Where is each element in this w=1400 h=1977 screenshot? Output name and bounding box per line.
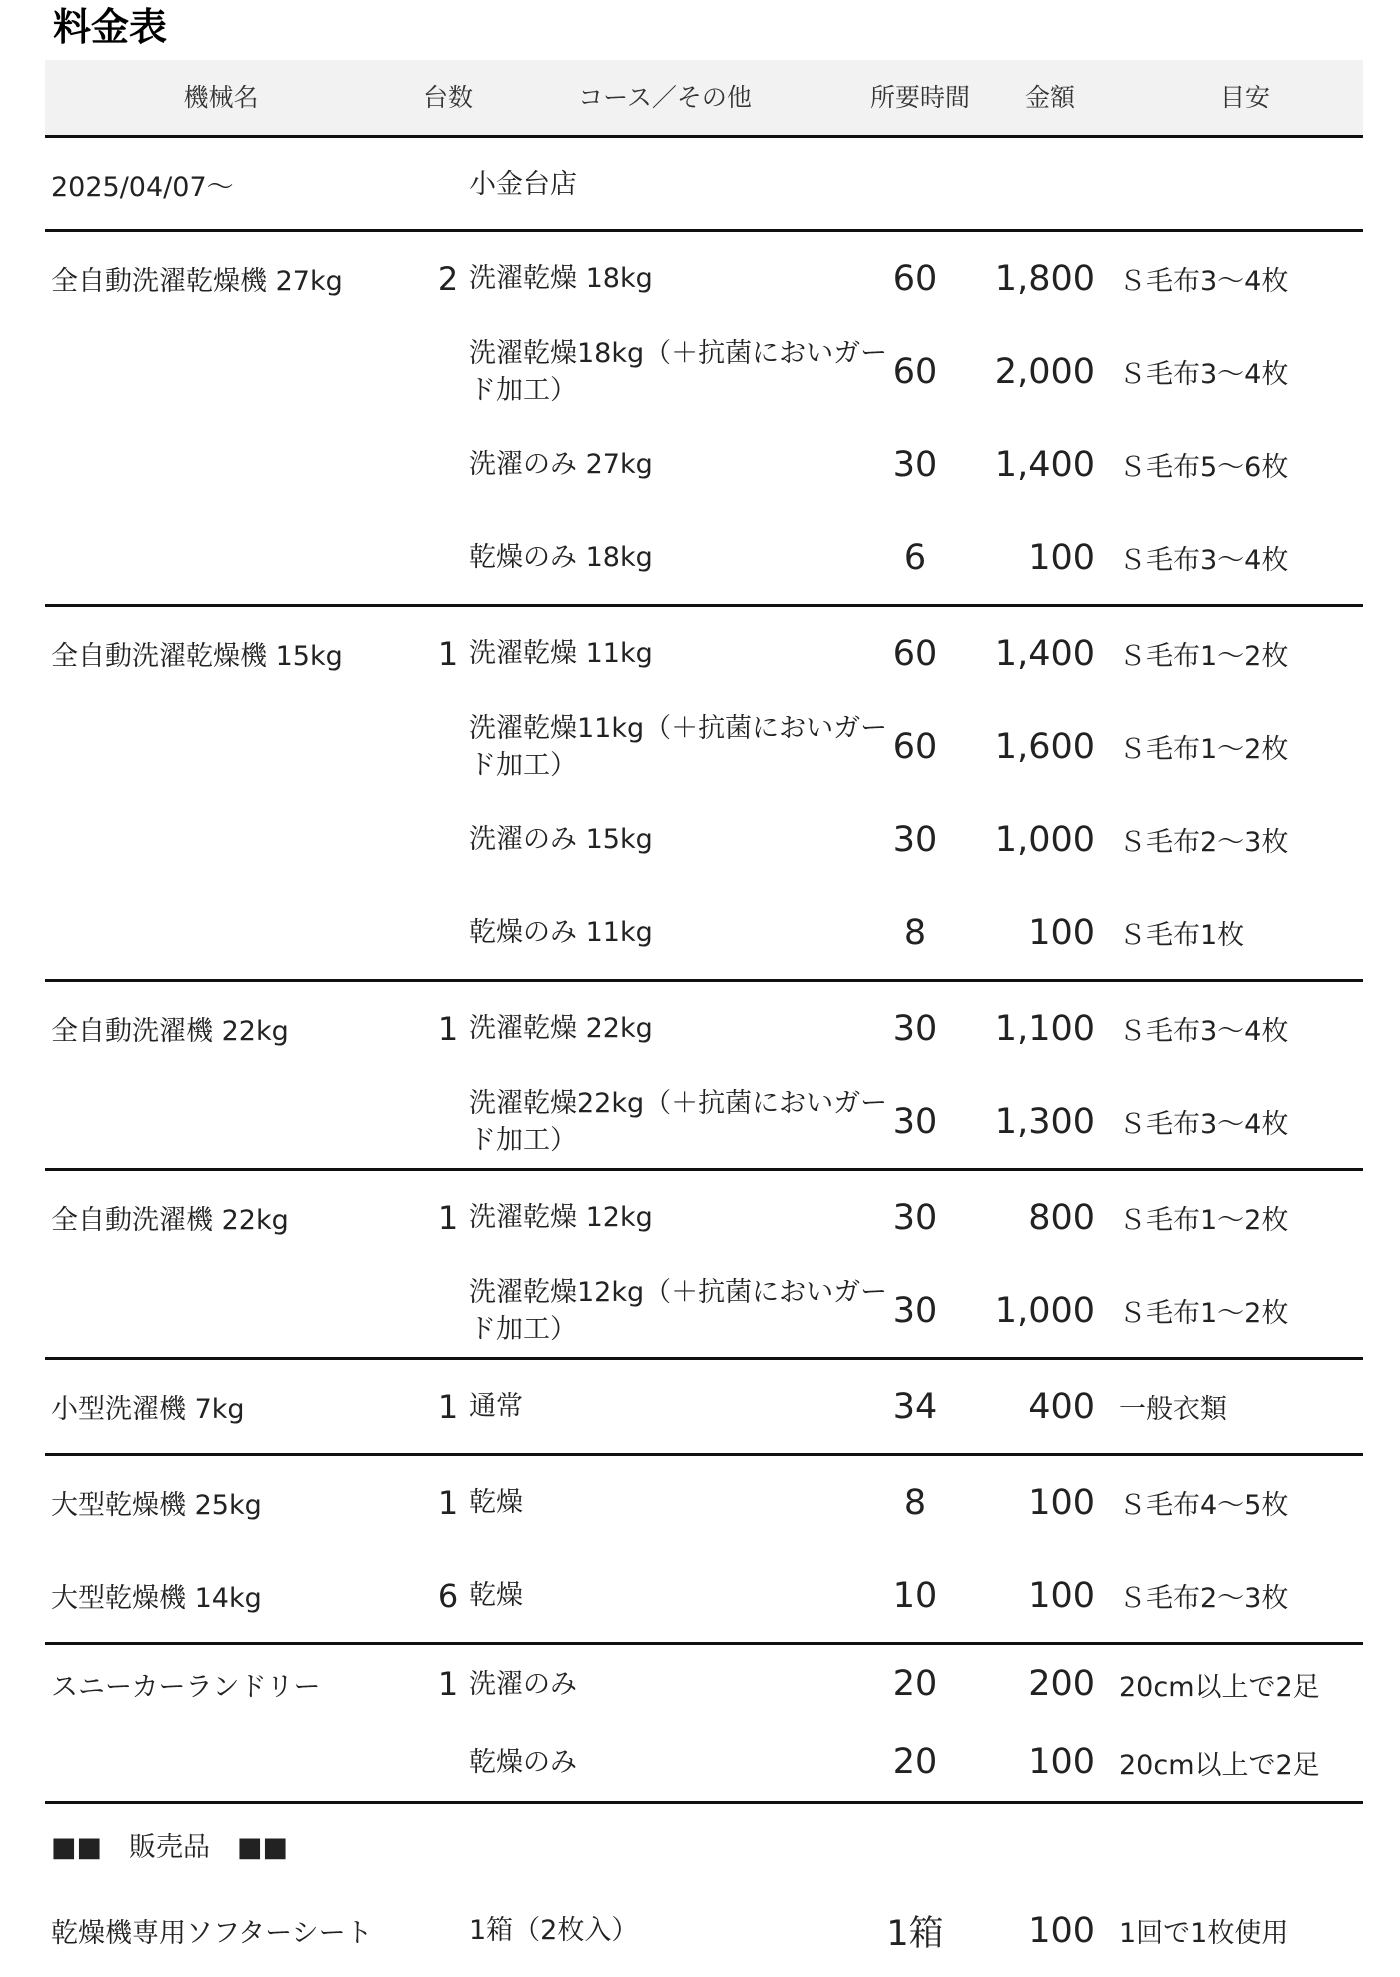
machine-count: 1 [437,1387,459,1426]
duration: 10 [892,1575,938,1616]
product-name: 乾燥機専用ソフターシート [51,1918,373,1949]
capacity-note: Ｓ毛布1～2枚 [1119,1298,1289,1329]
course-name: 洗濯乾燥11kg（＋抗菌においガード加工） [469,712,888,781]
capacity-note: Ｓ毛布1～2枚 [1119,1205,1289,1236]
course-name: 洗濯のみ 27kg [469,449,653,480]
capacity-note: Ｓ毛布2～3枚 [1119,827,1289,858]
table-row [45,1360,1363,1453]
table-row [45,982,1363,1075]
capacity-note: Ｓ毛布2～3枚 [1119,1583,1289,1614]
price: 1,600 [994,726,1095,767]
table-row [45,1723,1363,1801]
price-table [45,60,1363,1977]
sales-section [45,1804,1363,1977]
duration: 20 [892,1742,938,1782]
capacity-note: 20cm以上で2足 [1119,1749,1320,1781]
table-row [45,1645,1363,1723]
price: 1,000 [994,819,1095,860]
price: 1,000 [994,1290,1095,1331]
duration: 30 [892,1290,938,1331]
course-name: 洗濯乾燥 22kg [469,1013,653,1044]
price: 100 [1028,537,1095,578]
duration: 8 [903,912,927,953]
course-name: 洗濯乾燥18kg（＋抗菌においガード加工） [469,337,888,406]
machine-count: 1 [437,634,459,673]
capacity-note: Ｓ毛布4～5枚 [1119,1490,1289,1521]
machine-count: 1 [437,1665,459,1703]
product-package: 1箱（2枚入） [469,1915,639,1946]
duration: 30 [892,1008,938,1049]
course-name: 洗濯乾燥 12kg [469,1202,653,1233]
table-row [45,1264,1363,1357]
sales-header-row [45,1804,1363,1884]
effective-date: 2025/04/07～ [51,172,234,203]
price: 1,400 [994,633,1095,674]
price: 1,800 [994,258,1095,299]
table-row [45,232,1363,325]
header-course: コース／その他 [578,83,752,112]
duration: 8 [903,1482,927,1523]
course-name: 洗濯乾燥 11kg [469,638,653,669]
machine-name: スニーカーランドリー [51,1671,321,1703]
machine-group [45,1171,1363,1360]
header-time: 所要時間 [869,83,970,112]
capacity-note: Ｓ毛布3～4枚 [1119,266,1289,297]
price: 100 [1028,1742,1095,1782]
duration: 34 [892,1386,938,1427]
capacity-note: 一般衣類 [1119,1394,1227,1425]
capacity-note: Ｓ毛布3～4枚 [1119,359,1289,390]
capacity-note: Ｓ毛布5～6枚 [1119,452,1289,483]
table-row [45,138,1363,229]
header-price: 金額 [1024,83,1075,112]
date-row [45,138,1363,232]
machine-name: 全自動洗濯機 22kg [51,1205,289,1236]
duration: 6 [903,537,927,578]
table-header [45,60,1363,138]
machine-count: 1 [437,1198,459,1237]
machine-name: 小型洗濯機 7kg [51,1394,245,1425]
duration: 60 [892,726,938,767]
duration: 30 [892,819,938,860]
course-name: 乾燥のみ 11kg [469,917,653,948]
machine-name: 大型乾燥機 25kg [51,1490,262,1521]
price: 800 [1028,1197,1095,1238]
sales-title: ■■ 販売品 ■■ [51,1831,289,1863]
duration: 20 [892,1664,938,1704]
machine-group [45,607,1363,982]
table-row [45,1884,1363,1977]
duration: 30 [892,444,938,485]
price: 100 [1028,1575,1095,1616]
capacity-note: Ｓ毛布3～4枚 [1119,1109,1289,1140]
price: 100 [1028,1482,1095,1523]
price: 1,400 [994,444,1095,485]
header-machine: 機械名 [183,83,259,112]
table-row [45,1075,1363,1168]
machine-group [45,982,1363,1171]
price: 2,000 [994,351,1095,392]
price: 200 [1028,1664,1095,1704]
duration: 60 [892,633,938,674]
machine-count: 1 [437,1009,459,1048]
price: 1,300 [994,1101,1095,1142]
course-name: 洗濯のみ [469,1668,577,1700]
duration: 30 [892,1197,938,1238]
course-name: 乾燥 [469,1487,523,1518]
course-name: 洗濯乾燥12kg（＋抗菌においガード加工） [469,1276,888,1345]
course-name: 乾燥のみ [469,1746,577,1778]
course-name: 乾燥 [469,1580,523,1611]
duration: 30 [892,1101,938,1142]
usage-note: 1回で1枚使用 [1119,1918,1289,1949]
machine-name: 全自動洗濯乾燥機 15kg [51,641,343,672]
capacity-note: Ｓ毛布1枚 [1119,920,1245,951]
course-name: 洗濯乾燥 18kg [469,263,653,294]
table-row [45,1549,1363,1642]
capacity-note: 20cm以上で2足 [1119,1671,1320,1703]
price: 1,100 [994,1008,1095,1049]
machine-group [45,232,1363,607]
header-count: 台数 [422,83,473,112]
machine-name: 大型乾燥機 14kg [51,1583,262,1614]
price: 100 [1028,912,1095,953]
course-name: 乾燥のみ 18kg [469,542,653,573]
capacity-note: Ｓ毛布3～4枚 [1119,545,1289,576]
machine-count: 1 [437,1483,459,1522]
capacity-note: Ｓ毛布1～2枚 [1119,734,1289,765]
table-row [45,325,1363,418]
header-note: 目安 [1219,83,1270,112]
product-unit: 1箱 [886,1913,944,1954]
duration: 60 [892,258,938,299]
table-row [45,700,1363,793]
price: 400 [1028,1386,1095,1427]
price: 100 [1028,1910,1095,1951]
course-name: 洗濯のみ 15kg [469,824,653,855]
course-name: 洗濯乾燥22kg（＋抗菌においガード加工） [469,1087,888,1156]
machine-count: 6 [437,1576,459,1615]
machine-name: 全自動洗濯機 22kg [51,1016,289,1047]
capacity-note: Ｓ毛布3～4枚 [1119,1016,1289,1047]
table-row [45,1171,1363,1264]
table-row [45,511,1363,604]
page-title: 料金表 [53,5,168,49]
machine-group [45,1456,1363,1645]
table-row [45,418,1363,511]
capacity-note: Ｓ毛布1～2枚 [1119,641,1289,672]
table-row [45,607,1363,700]
machine-group [45,1645,1363,1804]
machine-group [45,1360,1363,1456]
machine-count: 2 [437,259,459,298]
machine-name: 全自動洗濯乾燥機 27kg [51,266,343,297]
duration: 60 [892,351,938,392]
course-name: 通常 [469,1391,523,1422]
table-row [45,793,1363,886]
table-row [45,886,1363,979]
store-name: 小金台店 [469,169,577,200]
table-row [45,1456,1363,1549]
